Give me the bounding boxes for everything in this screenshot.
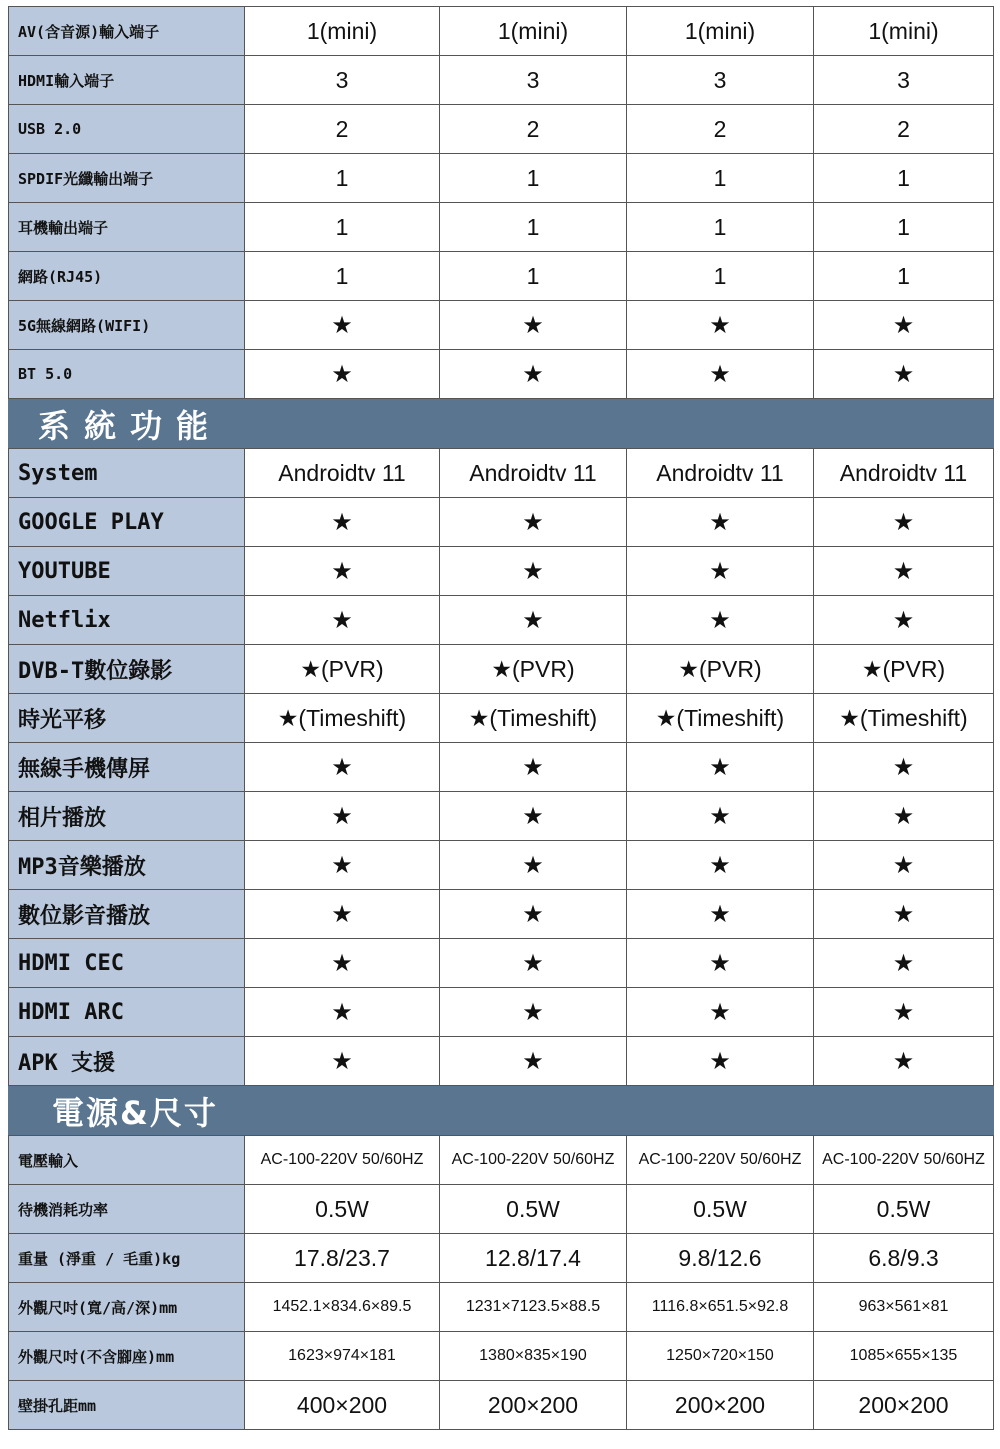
star-icon: ★	[627, 350, 814, 398]
star-icon: ★	[245, 350, 440, 398]
section-header-system: 系統功能	[8, 399, 994, 449]
star-icon: ★	[245, 988, 440, 1036]
value-cell: 1	[814, 154, 994, 202]
star-icon: ★	[440, 743, 627, 791]
star-icon: ★	[440, 596, 627, 644]
value-cell: 3	[814, 56, 994, 104]
value-cell: 1085×655×135	[814, 1332, 994, 1380]
value-cell: ★(Timeshift)	[814, 694, 994, 742]
value-cell: 0.5W	[245, 1185, 440, 1233]
value-cell: 6.8/9.3	[814, 1234, 994, 1282]
star-icon: ★	[814, 841, 994, 889]
value-cell: 17.8/23.7	[245, 1234, 440, 1282]
value-cell: 1116.8×651.5×92.8	[627, 1283, 814, 1331]
value-cell: ★(PVR)	[440, 645, 627, 693]
value-cell: 1452.1×834.6×89.5	[245, 1283, 440, 1331]
value-cell: 12.8/17.4	[440, 1234, 627, 1282]
value-cell: AC-100-220V 50/60HZ	[440, 1136, 627, 1184]
value-cell: 1250×720×150	[627, 1332, 814, 1380]
value-cell: 9.8/12.6	[627, 1234, 814, 1282]
star-icon: ★	[627, 841, 814, 889]
section-header-power: 電源&尺寸	[8, 1086, 994, 1136]
value-cell: 3	[627, 56, 814, 104]
row-label: 外觀尺吋(寬/高/深)mm	[8, 1283, 245, 1331]
value-cell: 1	[627, 252, 814, 300]
star-icon: ★	[440, 350, 627, 398]
spec-row-weight	[8, 1234, 994, 1283]
value-cell: 0.5W	[627, 1185, 814, 1233]
value-cell: 1	[440, 203, 627, 251]
row-label: 無線手機傳屏	[8, 743, 245, 791]
value-cell: 1	[440, 154, 627, 202]
row-label: 網路(RJ45)	[8, 252, 245, 300]
value-cell: Androidtv 11	[814, 449, 994, 497]
value-cell: 1	[814, 252, 994, 300]
row-label: 重量 (淨重 / 毛重)kg	[8, 1234, 245, 1282]
row-label: Netflix	[8, 596, 245, 644]
spec-row-bt	[8, 350, 994, 399]
value-cell: 3	[440, 56, 627, 104]
star-icon: ★	[440, 1037, 627, 1085]
star-icon: ★	[627, 743, 814, 791]
spec-row-dimensions	[8, 1283, 994, 1332]
value-cell: AC-100-220V 50/60HZ	[627, 1136, 814, 1184]
star-icon: ★	[814, 890, 994, 938]
star-icon: ★	[245, 498, 440, 546]
star-icon: ★	[440, 547, 627, 595]
spec-row-google-play	[8, 498, 994, 547]
spec-row-photo	[8, 792, 994, 841]
star-icon: ★	[245, 596, 440, 644]
value-cell: ★(Timeshift)	[440, 694, 627, 742]
spec-row-spdif	[8, 154, 994, 203]
star-icon: ★	[440, 988, 627, 1036]
star-icon: ★	[440, 792, 627, 840]
star-icon: ★	[245, 743, 440, 791]
spec-row-mp3	[8, 841, 994, 890]
star-icon: ★	[814, 1037, 994, 1085]
row-label: 相片播放	[8, 792, 245, 840]
star-icon: ★	[440, 301, 627, 349]
spec-row-hdmi-cec	[8, 939, 994, 988]
row-label: 耳機輸出端子	[8, 203, 245, 251]
star-icon: ★	[627, 1037, 814, 1085]
spec-row-usb	[8, 105, 994, 154]
value-cell: 1231×7123.5×88.5	[440, 1283, 627, 1331]
star-icon: ★	[814, 939, 994, 987]
value-cell: 1(mini)	[627, 7, 814, 55]
star-icon: ★	[814, 792, 994, 840]
value-cell: 1	[627, 203, 814, 251]
star-icon: ★	[627, 547, 814, 595]
star-icon: ★	[440, 939, 627, 987]
value-cell: 1380×835×190	[440, 1332, 627, 1380]
value-cell: 200×200	[627, 1381, 814, 1429]
star-icon: ★	[627, 939, 814, 987]
value-cell: ★(PVR)	[814, 645, 994, 693]
value-cell: 2	[814, 105, 994, 153]
row-label: APK 支援	[8, 1037, 245, 1085]
value-cell: 1(mini)	[245, 7, 440, 55]
value-cell: ★(Timeshift)	[627, 694, 814, 742]
value-cell: 3	[245, 56, 440, 104]
row-label: 電壓輸入	[8, 1136, 245, 1184]
row-label: SPDIF光纖輸出端子	[8, 154, 245, 202]
row-label: USB 2.0	[8, 105, 245, 153]
star-icon: ★	[440, 841, 627, 889]
value-cell: Androidtv 11	[440, 449, 627, 497]
value-cell: Androidtv 11	[627, 449, 814, 497]
value-cell: 1	[245, 154, 440, 202]
value-cell: 2	[245, 105, 440, 153]
value-cell: 1	[814, 203, 994, 251]
value-cell: 2	[627, 105, 814, 153]
value-cell: 1	[245, 203, 440, 251]
spec-row-timeshift	[8, 694, 994, 743]
spec-row-hdmi-input	[8, 56, 994, 105]
row-label: DVB-T數位錄影	[8, 645, 245, 693]
spec-row-voltage	[8, 1136, 994, 1185]
row-label: HDMI CEC	[8, 939, 245, 987]
value-cell: 0.5W	[814, 1185, 994, 1233]
row-label: HDMI輸入端子	[8, 56, 245, 104]
spec-row-headphone	[8, 203, 994, 252]
value-cell: 200×200	[814, 1381, 994, 1429]
spec-row-standby	[8, 1185, 994, 1234]
spec-row-wifi	[8, 301, 994, 350]
star-icon: ★	[245, 939, 440, 987]
star-icon: ★	[245, 841, 440, 889]
spec-row-screen-cast	[8, 743, 994, 792]
star-icon: ★	[814, 743, 994, 791]
spec-table	[8, 6, 994, 1430]
row-label: System	[8, 449, 245, 497]
value-cell: AC-100-220V 50/60HZ	[245, 1136, 440, 1184]
value-cell: ★(PVR)	[627, 645, 814, 693]
star-icon: ★	[245, 301, 440, 349]
value-cell: 0.5W	[440, 1185, 627, 1233]
star-icon: ★	[627, 890, 814, 938]
value-cell: 1	[440, 252, 627, 300]
spec-row-youtube	[8, 547, 994, 596]
star-icon: ★	[814, 547, 994, 595]
spec-row-netflix	[8, 596, 994, 645]
star-icon: ★	[245, 1037, 440, 1085]
spec-row-rj45	[8, 252, 994, 301]
value-cell: ★(PVR)	[245, 645, 440, 693]
row-label: 待機消耗功率	[8, 1185, 245, 1233]
star-icon: ★	[814, 988, 994, 1036]
row-label: MP3音樂播放	[8, 841, 245, 889]
star-icon: ★	[440, 890, 627, 938]
spec-row-dimensions-no-stand	[8, 1332, 994, 1381]
row-label: 壁掛孔距mm	[8, 1381, 245, 1429]
value-cell: 2	[440, 105, 627, 153]
value-cell: Androidtv 11	[245, 449, 440, 497]
row-label: AV(含音源)輸入端子	[8, 7, 245, 55]
star-icon: ★	[814, 350, 994, 398]
value-cell: 1	[245, 252, 440, 300]
value-cell: 1623×974×181	[245, 1332, 440, 1380]
star-icon: ★	[627, 988, 814, 1036]
row-label: BT 5.0	[8, 350, 245, 398]
star-icon: ★	[245, 792, 440, 840]
value-cell: 1(mini)	[440, 7, 627, 55]
star-icon: ★	[627, 596, 814, 644]
spec-row-dvbt	[8, 645, 994, 694]
star-icon: ★	[814, 596, 994, 644]
value-cell: 963×561×81	[814, 1283, 994, 1331]
star-icon: ★	[245, 890, 440, 938]
star-icon: ★	[627, 498, 814, 546]
value-cell: 200×200	[440, 1381, 627, 1429]
row-label: HDMI ARC	[8, 988, 245, 1036]
star-icon: ★	[814, 301, 994, 349]
star-icon: ★	[627, 792, 814, 840]
spec-row-video	[8, 890, 994, 939]
value-cell: 1(mini)	[814, 7, 994, 55]
star-icon: ★	[245, 547, 440, 595]
value-cell: ★(Timeshift)	[245, 694, 440, 742]
spec-row-hdmi-arc	[8, 988, 994, 1037]
row-label: GOOGLE PLAY	[8, 498, 245, 546]
row-label: 數位影音播放	[8, 890, 245, 938]
row-label: 5G無線網路(WIFI)	[8, 301, 245, 349]
value-cell: 400×200	[245, 1381, 440, 1429]
row-label: YOUTUBE	[8, 547, 245, 595]
value-cell: AC-100-220V 50/60HZ	[814, 1136, 994, 1184]
value-cell: 1	[627, 154, 814, 202]
spec-row-av	[8, 7, 994, 56]
spec-row-vesa	[8, 1381, 994, 1430]
spec-row-system	[8, 449, 994, 498]
row-label: 外觀尺吋(不含腳座)mm	[8, 1332, 245, 1380]
star-icon: ★	[440, 498, 627, 546]
row-label: 時光平移	[8, 694, 245, 742]
star-icon: ★	[627, 301, 814, 349]
star-icon: ★	[814, 498, 994, 546]
spec-row-apk	[8, 1037, 994, 1086]
